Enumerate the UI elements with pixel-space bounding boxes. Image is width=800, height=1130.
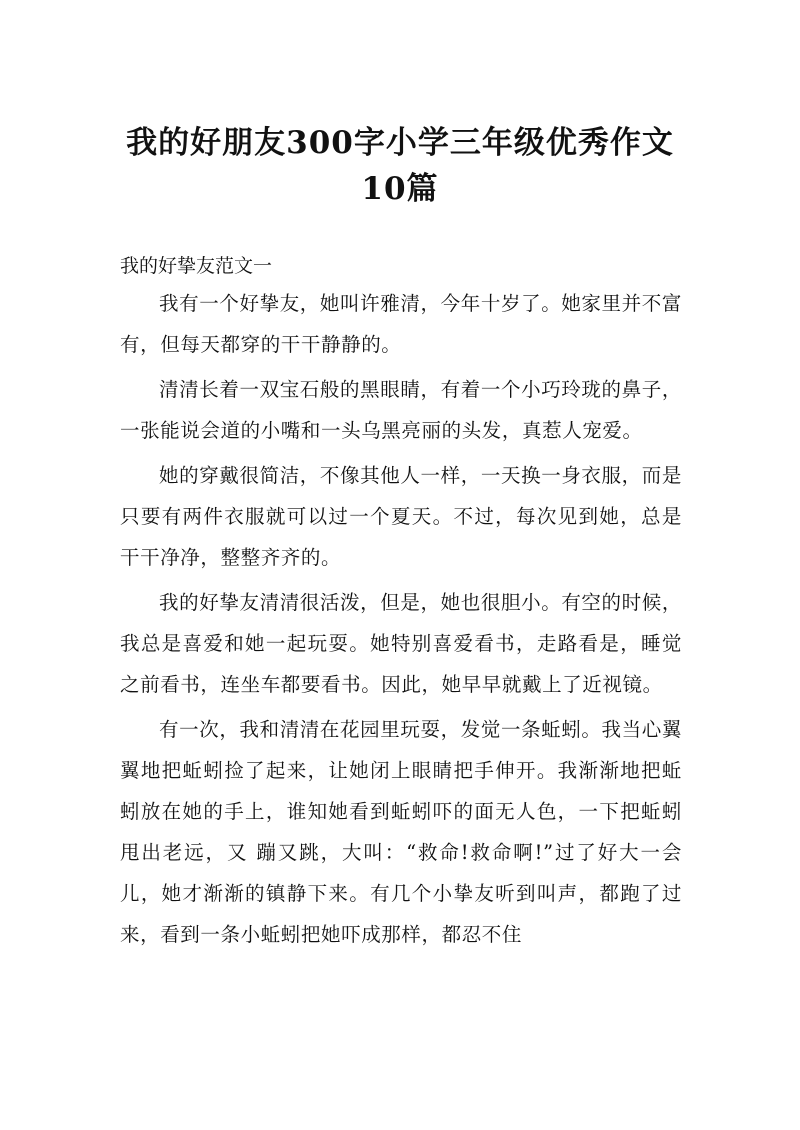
paragraph-2: 清清长着一双宝石般的黑眼睛，有着一个小巧玲珑的鼻子，一张能说会道的小嘴和一头乌黑亮丽的头发，真惹人宠爱。 [120, 378, 682, 442]
paragraph-5: 有一次，我和清清在花园里玩耍，发觉一条蚯蚓。我当心翼翼地把蚯蚓捡了起来，让她闭上眼睛把手伸开。我渐渐地把蚯蚓放在她的手上，谁知她看到蚯蚓吓的面无人色，一下把蚯蚓甩出老远，又 蹦又跳，大叫：“救命!救命啊!”过了好大一会儿，她才渐渐的镇静下来。有几个小挚友听到叫声，都跑了过来，看到一条小蚯蚓把她吓成那样，都忍不住 [120, 718, 682, 946]
article-body [120, 283, 682, 959]
document-title: 我的好朋友300字小学三年级优秀作文10篇 [126, 125, 674, 207]
paragraph-4: 我的好挚友清清很活泼，但是，她也很胆小。有空的时候，我总是喜爱和她一起玩耍。她特别喜爱看书，走路看是，睡觉之前看书，连坐车都要看书。因此，她早早就戴上了近视镜。 [120, 591, 682, 696]
paragraph-3: 她的穿戴很简洁，不像其他人一样，一天换一身衣服，而是只要有两件衣服就可以过一个夏天。不过，每次见到她，总是干干净净，整整齐齐的。 [120, 464, 682, 569]
section-heading: 我的好挚友范文一 [120, 255, 273, 277]
paragraph-1: 我有一个好挚友，她叫许雅清，今年十岁了。她家里并不富有，但每天都穿的干干静静的。 [120, 292, 682, 356]
